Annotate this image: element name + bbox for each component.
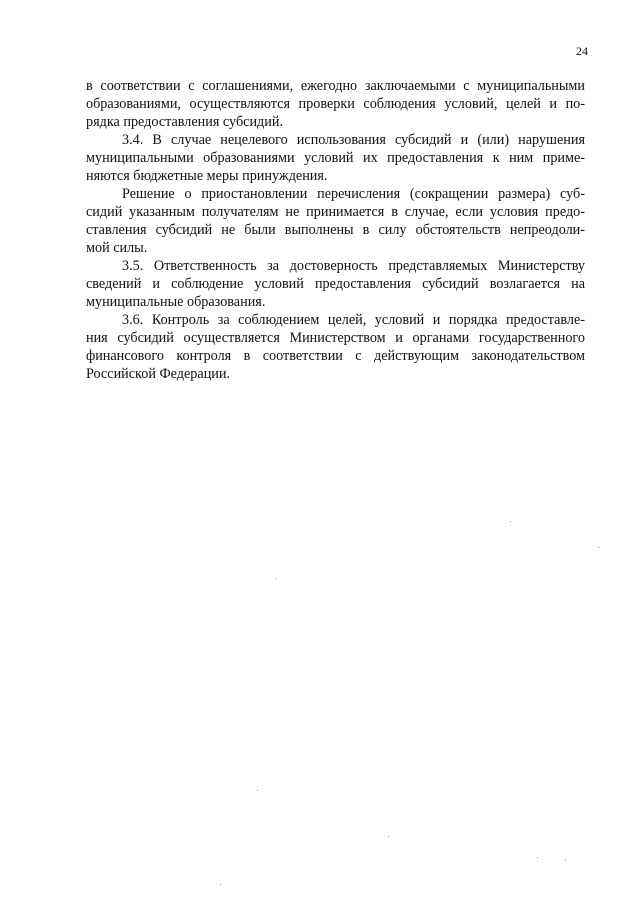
text-line: ния субсидий осуществляется Министерством и органами государственного [86, 330, 585, 346]
scan-speck [537, 857, 538, 858]
text-line: Российской Федерации. [86, 366, 231, 382]
scan-speck [220, 884, 221, 885]
page-number: 24 [576, 44, 588, 58]
text-line: муниципальные образования. [86, 294, 266, 310]
text-line: 3.4. В случае нецелевого использования субсидий и (или) нарушения [122, 132, 585, 148]
scan-speck [388, 836, 389, 837]
text-line: няются бюджетные меры принуждения. [86, 168, 328, 184]
scan-speck [276, 578, 277, 579]
text-line: 3.5. Ответственность за достоверность представляемых Министерству [122, 258, 585, 274]
text-line: 3.6. Контроль за соблюдением целей, условий и порядка предоставле- [122, 312, 585, 328]
scan-speck [257, 790, 258, 791]
text-line: мой силы. [86, 240, 148, 256]
text-line: в соответствии с соглашениями, ежегодно заключаемыми с муниципальными [86, 78, 585, 94]
scan-speck [510, 521, 511, 522]
text-line: муниципальными образованиями условий их предоставления к ним приме- [86, 150, 585, 166]
text-line: Решение о приостановлении перечисления (сокращении размера) суб- [122, 186, 585, 202]
text-line: образованиями, осуществляются проверки соблюдения условий, целей и по- [86, 96, 585, 112]
scan-speck [598, 547, 599, 548]
text-line: рядка предоставления субсидий. [86, 114, 284, 130]
text-line: сидий указанным получателям не принимается в случае, если условия предо- [86, 204, 585, 220]
text-line: финансового контроля в соответствии с действующим законодательством [86, 348, 585, 364]
text-line: сведений и соблюдение условий предоставления субсидий возлагается на [86, 276, 585, 292]
scan-speck [565, 860, 566, 861]
text-line: ставления субсидий не были выполнены в силу обстоятельств непреодоли- [86, 222, 585, 238]
